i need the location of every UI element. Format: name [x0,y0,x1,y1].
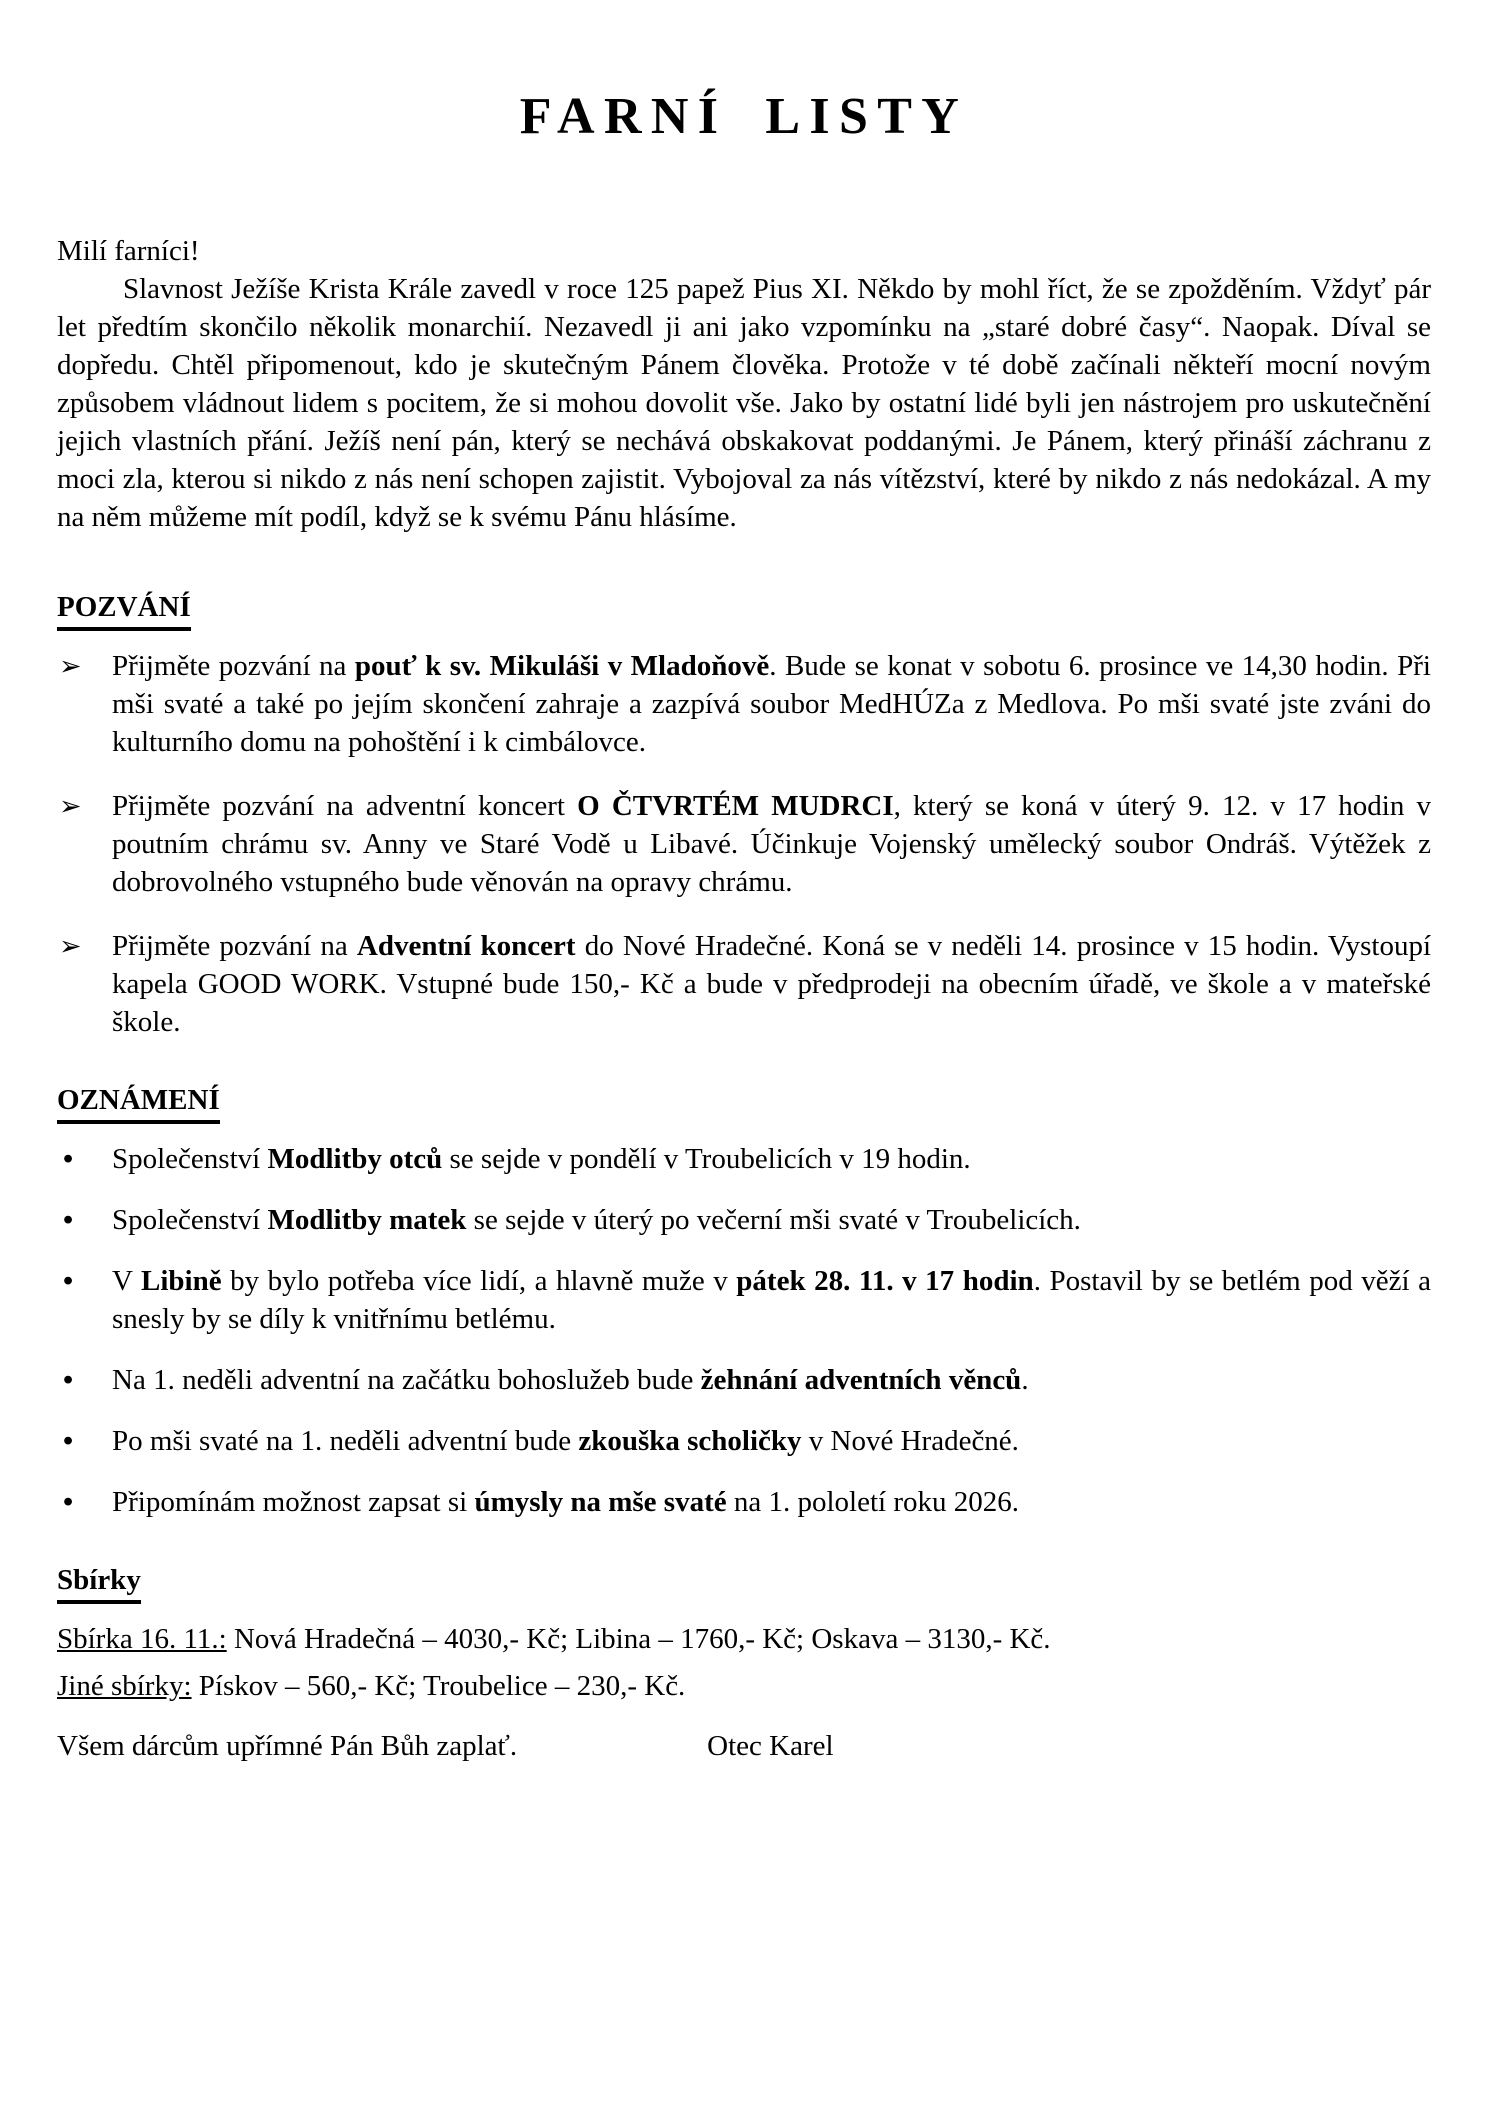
list-item-text [112,1143,971,1175]
text-run: se sejde v úterý po večerní mši svaté v Troubelicích. [466,1204,1081,1236]
text-run: Libině [140,1265,222,1297]
section-heading-oznameni [57,1081,1431,1124]
text-run: . [1021,1364,1029,1396]
text-run: pátek 28. 11. v 17 hodin [736,1265,1034,1297]
signature: Otec Karel [707,1730,834,1762]
text-run: Jiné sbírky: [57,1670,192,1702]
text-run: Na 1. neděli adventní na začátku bohoslužeb bude [112,1364,701,1396]
list-item-text [112,1265,1431,1335]
arrow-bullet-icon: ➢ [59,791,82,821]
text-run: pouť k sv. Mikuláši v Mladoňově [354,650,770,682]
list-item-text [112,1425,1019,1457]
salutation: Milí farníci! [57,235,200,267]
text-run: Pískov – 560,- Kč; Troubelice – 230,- Kč. [191,1670,686,1702]
text-run: Připomínám možnost zapsat si [112,1486,475,1518]
text-run: Modlitby matek [267,1204,467,1236]
text-run: . Postavil by se betlém pod věží a snesly by se díly k vnitřnímu betlému. [112,1265,1431,1335]
page-title: FARNÍ LISTY [519,88,969,145]
text-run: Přijměte pozvání na [112,650,355,682]
text-run: . Bude se konat v sobotu 6. prosince ve 14,30 hodin. Při mši svaté a také po jejím skončení zahraje a zazpívá soubor MedHÚZa z Medlova. Po mši svaté jste zváni do kulturního domu na pohoštění i k cimbálovce. [112,650,1431,758]
oznameni-list [57,1140,1431,1521]
text-run: Nová Hradečná – 4030,- Kč; Libina – 1760,- Kč; Oskava – 3130,- Kč. [226,1623,1051,1655]
dot-bullet-icon: • [63,1364,74,1396]
text-run: Adventní koncert [356,930,576,962]
section-heading-text: OZNÁMENÍ [57,1081,220,1124]
list-item-text [112,1486,1019,1518]
text-run: by bylo potřeba více lidí, a hlavně muže v [221,1265,737,1297]
text-run: O ČTVRTÉM MUDRCI [577,790,894,822]
text-run: Sbírka 16. 11.: [57,1623,227,1655]
list-item-text [112,790,1431,898]
list-item [57,927,1431,1041]
text-run: Společenství [112,1204,268,1236]
text-run: Přijměte pozvání na [112,930,357,962]
arrow-bullet-icon: ➢ [59,651,82,681]
list-item [57,1422,1431,1460]
text-run: zkouška scholičky [578,1425,802,1457]
text-run: Modlitby otců [267,1143,443,1175]
closing-line [57,1727,1431,1765]
list-item [57,1361,1431,1399]
text-run: Společenství [112,1143,268,1175]
list-item-text [112,1204,1081,1236]
text-run: V [112,1265,141,1297]
list-item [57,647,1431,761]
list-item [57,1262,1431,1338]
text-run: se sejde v pondělí v Troubelicích v 19 hodin. [442,1143,971,1175]
list-item-text [112,650,1431,758]
list-item-text [112,1364,1029,1396]
list-item [57,787,1431,901]
text-run: na 1. pololetí roku 2026. [726,1486,1019,1518]
section-heading-text: POZVÁNÍ [57,588,191,631]
text-run: Po mši svaté na 1. neděli adventní bude [112,1425,579,1457]
dot-bullet-icon: • [63,1425,74,1457]
dot-bullet-icon: • [63,1486,74,1518]
text-run: v Nové Hradečné. [801,1425,1019,1457]
list-item-text [112,930,1431,1038]
text-run: žehnání adventních věnců [700,1364,1022,1396]
intro-paragraph: Slavnost Ježíše Krista Krále zavedl v roce 125 papež Pius XI. Někdo by mohl říct, že se zpožděním. Vždyť pár let předtím skončilo několik monarchií. Nezavedl ji ani jako vzpomínku na „staré dobré časy“. Naopak. Díval se dopředu. Chtěl připomenout, kdo je skutečným Pánem člověka. Protože v té době začínali někteří mocní novým způsobem vládnout lidem s pocitem, že si mohou dovolit vše. Jako by ostatní lidé byli jen nástrojem pro uskutečnění jejich vlastních přání. Ježíš není pán, který se nechává obskakovat poddanými. Je Pánem, který přináší záchranu z moci zla, kterou si nikdo z nás není schopen zajistit. Vybojoval za nás vítězství, které by nikdo z nás nedokázal. A my na něm můžeme mít podíl, když se k svému Pánu hlásíme. [57,273,1431,533]
dot-bullet-icon: • [63,1143,74,1175]
text-run: do Nové Hradečné. Koná se v neděli 14. prosince v 15 hodin. Vystoupí kapela GOOD WORK. Vstupné bude 150,- Kč a bude v předprodeji na obecním úřadě, ve škole a v mateřské škole. [112,930,1431,1038]
text-run: Přijměte pozvání na adventní koncert [112,790,578,822]
dot-bullet-icon: • [63,1265,74,1297]
thanks-text: Všem dárcům upřímné Pán Bůh zaplať. [57,1730,518,1762]
pozvani-list [57,647,1431,1041]
arrow-bullet-icon: ➢ [59,931,82,961]
section-heading-sbirky [57,1561,1431,1604]
collection-line [57,1620,1431,1658]
list-item [57,1483,1431,1521]
list-item [57,1140,1431,1178]
section-heading-text: Sbírky [57,1561,141,1604]
section-heading-pozvani [57,588,1431,631]
list-item [57,1201,1431,1239]
dot-bullet-icon: • [63,1204,74,1236]
text-run: úmysly na mše svaté [474,1486,727,1518]
collection-line [57,1667,1431,1705]
text-run: , který se koná v úterý 9. 12. v 17 hodin v poutním chrámu sv. Anny ve Staré Vodě u Libavé. Účinkuje Vojenský umělecký soubor Ondráš. Výtěžek z dobrovolného vstupného bude věnován na opravy chrámu. [112,790,1432,898]
